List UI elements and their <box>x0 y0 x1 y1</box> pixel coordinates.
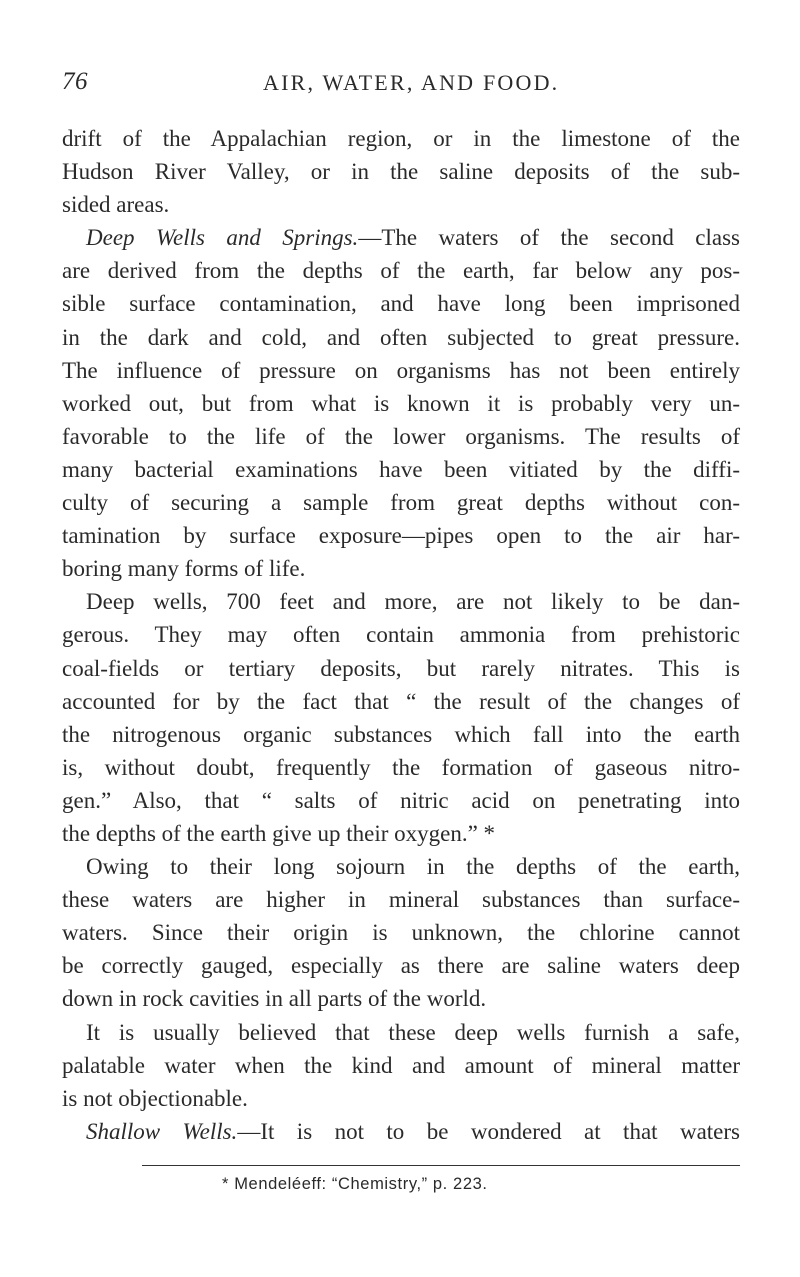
section-heading-deep-wells: Deep Wells and Springs. <box>86 225 359 251</box>
text-fragment: —It is not to be wondered at that waters <box>237 1118 741 1144</box>
text-line: boring many forms of life. <box>62 556 306 582</box>
text-line: these waters are higher in mineral substances than surface- <box>62 887 740 913</box>
text-line: Deep wells, 700 feet and more, are not likely to be dan- <box>86 589 740 615</box>
page-number: 76 <box>62 68 88 95</box>
text-line: is not objectionable. <box>62 1085 248 1111</box>
text-line: the nitrogenous organic substances which fall into the earth <box>62 721 740 747</box>
running-head: AIR, WATER, AND FOOD. <box>263 70 560 95</box>
text-line: be correctly gauged, especially as there are saline waters deep <box>62 953 740 979</box>
text-line: worked out, but from what is known it is probably very un- <box>62 390 740 416</box>
text-line: The influence of pressure on organisms has not been entirely <box>62 357 740 383</box>
text-line: tamination by surface exposure—pipes open to the air har- <box>62 523 740 549</box>
text-line: gen.” Also, that “ salts of nitric acid on penetrating into <box>62 787 740 813</box>
text-line: palatable water when the kind and amount of mineral matter <box>62 1052 740 1078</box>
body-text <box>62 122 740 1148</box>
text-line: many bacterial examinations have been vitiated by the diffi- <box>62 456 740 482</box>
section-heading-shallow-wells: Shallow Wells. <box>86 1118 238 1144</box>
text-line: coal-fields or tertiary deposits, but rarely nitrates. This is <box>62 655 740 681</box>
text-line: Hudson River Valley, or in the saline deposits of the sub- <box>62 159 740 185</box>
text-line: sided areas. <box>62 192 170 218</box>
text-line: the depths of the earth give up their oxygen.” * <box>62 820 496 846</box>
text-line <box>62 221 740 254</box>
text-line: culty of securing a sample from great depths without con- <box>62 490 740 516</box>
footnote-rule <box>142 1165 740 1166</box>
text-line: waters. Since their origin is unknown, the chlorine cannot <box>62 920 740 946</box>
text-line: down in rock cavities in all parts of the world. <box>62 986 487 1012</box>
text-line: It is usually believed that these deep wells furnish a safe, <box>86 1019 740 1045</box>
text-line: gerous. They may often contain ammonia from prehistoric <box>62 622 740 648</box>
text-fragment: —The waters of the second class <box>358 225 741 251</box>
footnote: * Mendeléeff: “Chemistry,” p. 223. <box>222 1175 488 1193</box>
text-line: are derived from the depths of the earth, far below any pos- <box>62 258 740 284</box>
text-line: favorable to the life of the lower organisms. The results of <box>62 423 740 449</box>
text-line <box>62 1115 740 1148</box>
text-line: accounted for by the fact that “ the result of the changes of <box>62 688 740 714</box>
text-line: Owing to their long sojourn in the depths of the earth, <box>86 854 740 880</box>
page-header <box>62 68 740 102</box>
text-line: in the dark and cold, and often subjected to great pressure. <box>62 324 740 350</box>
text-line: sible surface contamination, and have long been imprisoned <box>62 291 740 317</box>
text-line: drift of the Appalachian region, or in the limestone of the <box>62 126 740 151</box>
text-line: is, without doubt, frequently the formation of gaseous nitro- <box>62 754 740 780</box>
